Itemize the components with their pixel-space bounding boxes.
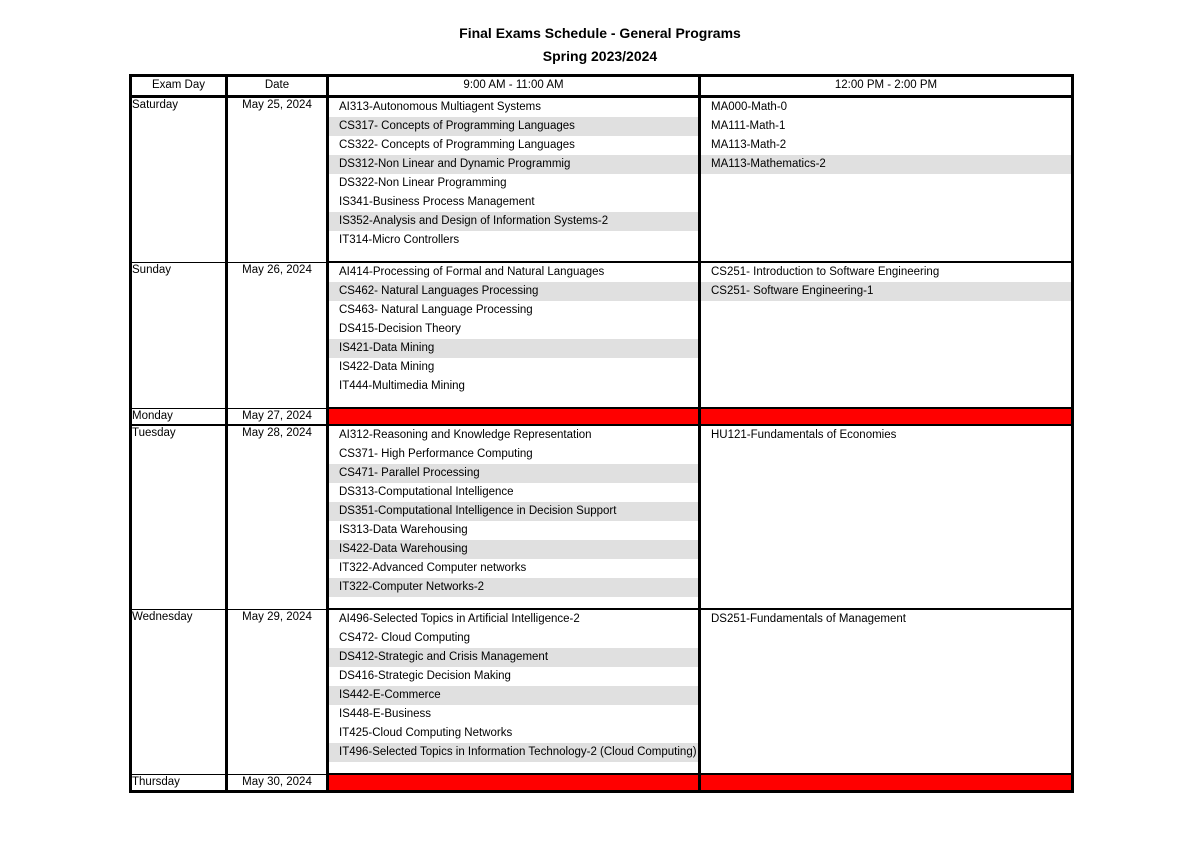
exam-day-cell: Saturday [131, 97, 227, 263]
course-entry: DS416-Strategic Decision Making [339, 670, 511, 682]
course-entry: IT444-Multimedia Mining [339, 380, 465, 392]
course-entry: CS251- Software Engineering-1 [701, 282, 1071, 301]
morning-slot-cell [328, 262, 700, 408]
course-entry: AI312-Reasoning and Knowledge Representation [339, 429, 592, 441]
morning-slot-cell [328, 774, 700, 792]
exam-day-cell: Wednesday [131, 609, 227, 774]
course-entry: MA113-Mathematics-2 [701, 155, 1071, 174]
course-entry: IT496-Selected Topics in Information Technology-2 (Cloud Computing) [329, 743, 698, 762]
table-row [131, 425, 1073, 609]
course-entry: CS371- High Performance Computing [339, 448, 533, 460]
course-entry: CS472- Cloud Computing [339, 632, 471, 644]
course-entry: DS412-Strategic and Crisis Management [329, 648, 698, 667]
exam-date-cell: May 30, 2024 [227, 774, 328, 792]
exam-date-cell: May 25, 2024 [227, 97, 328, 263]
header-exam-day: Exam Day [131, 76, 227, 97]
course-entry: CS322- Concepts of Programming Languages [339, 139, 575, 151]
course-entry: AI313-Autonomous Multiagent Systems [339, 101, 541, 113]
exam-date-cell: May 27, 2024 [227, 408, 328, 425]
course-entry: MA113-Math-2 [711, 139, 787, 151]
afternoon-slot-cell [700, 97, 1073, 263]
exam-date-cell: May 29, 2024 [227, 609, 328, 774]
course-entry: IS448-E-Business [339, 708, 432, 720]
course-entry: IS422-Data Mining [339, 361, 435, 373]
morning-slot-cell [328, 97, 700, 263]
header-afternoon-slot: 12:00 PM - 2:00 PM [700, 76, 1073, 97]
exam-date-cell: May 28, 2024 [227, 425, 328, 609]
course-entry: DS312-Non Linear and Dynamic Programmig [329, 155, 698, 174]
header-row [131, 76, 1073, 97]
table-row [131, 97, 1073, 263]
afternoon-slot-cell [700, 425, 1073, 609]
course-entry: IT314-Micro Controllers [339, 234, 460, 246]
course-entry: DS313-Computational Intelligence [339, 486, 514, 498]
afternoon-slot-cell [700, 262, 1073, 408]
afternoon-slot-cell [700, 609, 1073, 774]
table-row [131, 774, 1073, 792]
course-entry: DS351-Computational Intelligence in Decision Support [329, 502, 698, 521]
course-entry: CS251- Introduction to Software Engineering [711, 266, 940, 278]
page-title: Final Exams Schedule - General Programs [459, 25, 741, 41]
course-entry: IT425-Cloud Computing Networks [339, 727, 513, 739]
course-entry: IS422-Data Warehousing [329, 540, 698, 559]
exam-day-cell: Tuesday [131, 425, 227, 609]
exam-day-cell: Monday [131, 408, 227, 425]
exam-date-cell: May 26, 2024 [227, 262, 328, 408]
table-row [131, 262, 1073, 408]
table-row [131, 609, 1073, 774]
morning-slot-cell [328, 609, 700, 774]
course-entry: AI414-Processing of Formal and Natural Languages [339, 266, 605, 278]
exam-day-cell: Thursday [131, 774, 227, 792]
course-entry: IS442-E-Commerce [329, 686, 698, 705]
course-entry: IT322-Advanced Computer networks [339, 562, 527, 574]
course-entry: CS471- Parallel Processing [329, 464, 698, 483]
morning-slot-cell [328, 425, 700, 609]
header-morning-slot: 9:00 AM - 11:00 AM [328, 76, 700, 97]
table-row [131, 408, 1073, 425]
course-entry: IS352-Analysis and Design of Information Systems-2 [329, 212, 698, 231]
course-entry: MA111-Math-1 [711, 120, 786, 132]
header-date: Date [227, 76, 328, 97]
course-entry: HU121-Fundamentals of Economies [711, 429, 897, 441]
schedule-body [131, 97, 1073, 792]
course-entry: IS341-Business Process Management [339, 196, 535, 208]
afternoon-slot-cell [700, 408, 1073, 425]
exam-day-cell: Sunday [131, 262, 227, 408]
morning-slot-cell [328, 408, 700, 425]
course-entry: DS251-Fundamentals of Management [711, 613, 906, 625]
course-entry: IS421-Data Mining [329, 339, 698, 358]
course-entry: CS462- Natural Languages Processing [329, 282, 698, 301]
course-entry: AI496-Selected Topics in Artificial Intelligence-2 [339, 613, 580, 625]
page-subtitle: Spring 2023/2024 [542, 48, 658, 64]
course-entry: DS415-Decision Theory [339, 323, 461, 335]
course-entry: CS317- Concepts of Programming Languages [329, 117, 698, 136]
exam-schedule-table [129, 74, 1074, 793]
course-entry: IT322-Computer Networks-2 [329, 578, 698, 597]
course-entry: DS322-Non Linear Programming [339, 177, 507, 189]
course-entry: CS463- Natural Language Processing [339, 304, 533, 316]
course-entry: MA000-Math-0 [711, 101, 788, 113]
afternoon-slot-cell [700, 774, 1073, 792]
course-entry: IS313-Data Warehousing [339, 524, 468, 536]
